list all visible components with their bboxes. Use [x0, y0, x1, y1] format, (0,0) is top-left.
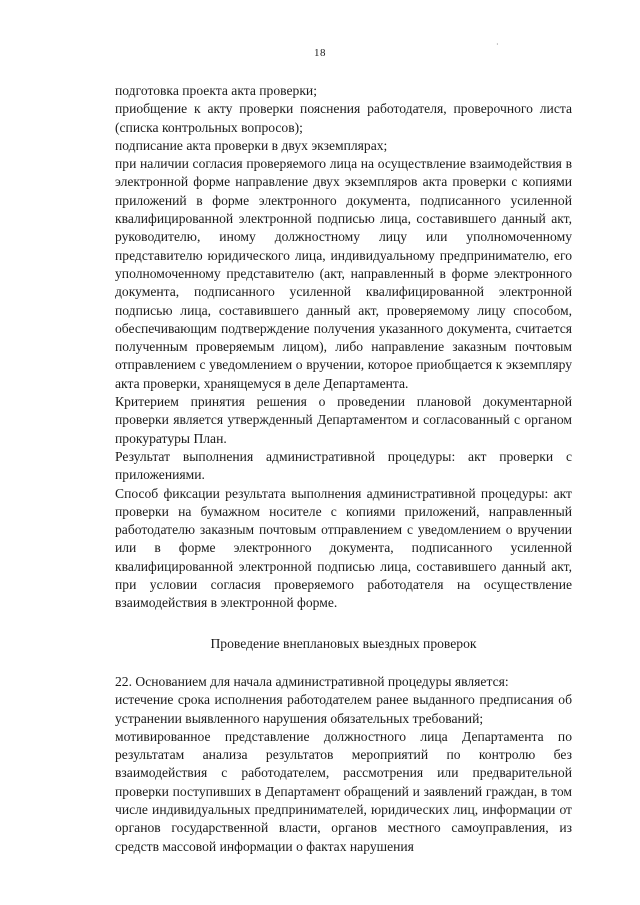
paragraph: 22. Основанием для начала административной процедуры является: — [115, 673, 509, 689]
paragraph: Результат выполнения административной процедуры: акт проверки с приложениями. — [115, 448, 572, 483]
paragraph: Критерием принятия решения о проведении плановой документарной проверки является утвержденный Департаментом и согласованный с органом прокуратуры План. — [115, 394, 572, 446]
paragraph: подписание акта проверки в двух экземплярах; — [115, 137, 388, 153]
paragraph: Способ фиксации результата выполнения административной процедуры: акт проверки на бумажном носителе с копиями приложений, направленный работодателю заказным почтовым отправлением с уведомлением о вручении или в форме электронного документа, подписанного усиленной квалифицированной электронной подписью лица, составившего данный акт, при условии согласия проверяемого работодателя на осуществление взаимодействия в электронной форме. — [115, 485, 572, 611]
paragraph: при наличии согласия проверяемого лица на осуществление взаимодействия в электронной форме направление двух экземпляров акта проверки с копиями приложений в форме электронного документа, подписанного усиленной квалифицированной электронной подписью лица, составившего данный акт, руководителю, иному должностному лицу или уполномоченному представителю юридического лица, индивидуальному предпринимателю, его уполномоченному представителю (акт, направленный в форме электронного документа, подписанного усиленной квалифицированной электронной подписью лица, составившего данный акт, проверяемому лицу способом, обеспечивающим подтверждение получения указанного документа, считается полученным проверяемым лицом), либо направление заказным почтовым отправлением с уведомлением о вручении, которое приобщается к экземпляру акта проверки, хранящемуся в деле Департамента. — [115, 156, 572, 391]
paragraph: истечение срока исполнения работодателем ранее выданного предписания об устранении выявленного нарушения обязательных требований; — [115, 692, 572, 726]
scan-dot: · — [496, 40, 499, 49]
document-body — [115, 82, 572, 856]
paragraph: приобщение к акту проверки пояснения работодателя, проверочного листа (списка контрольных вопросов); — [115, 101, 572, 135]
page-number: 18 — [314, 47, 326, 59]
paragraph: подготовка проекта акта проверки; — [115, 83, 317, 98]
paragraph: мотивированное представление должностного лица Департамента по результатам анализа результатов мероприятий по контролю без взаимодействия с работодателем, рассмотрения или предварительной проверки поступивших в Департамент обращений и заявлений граждан, в том числе индивидуальных предпринимателей, юридических лиц, информации от органов государственной власти, органов местного самоуправления, из средств массовой информации о фактах нарушения — [115, 728, 572, 854]
section-heading: Проведение внеплановых выездных проверок — [210, 635, 477, 651]
